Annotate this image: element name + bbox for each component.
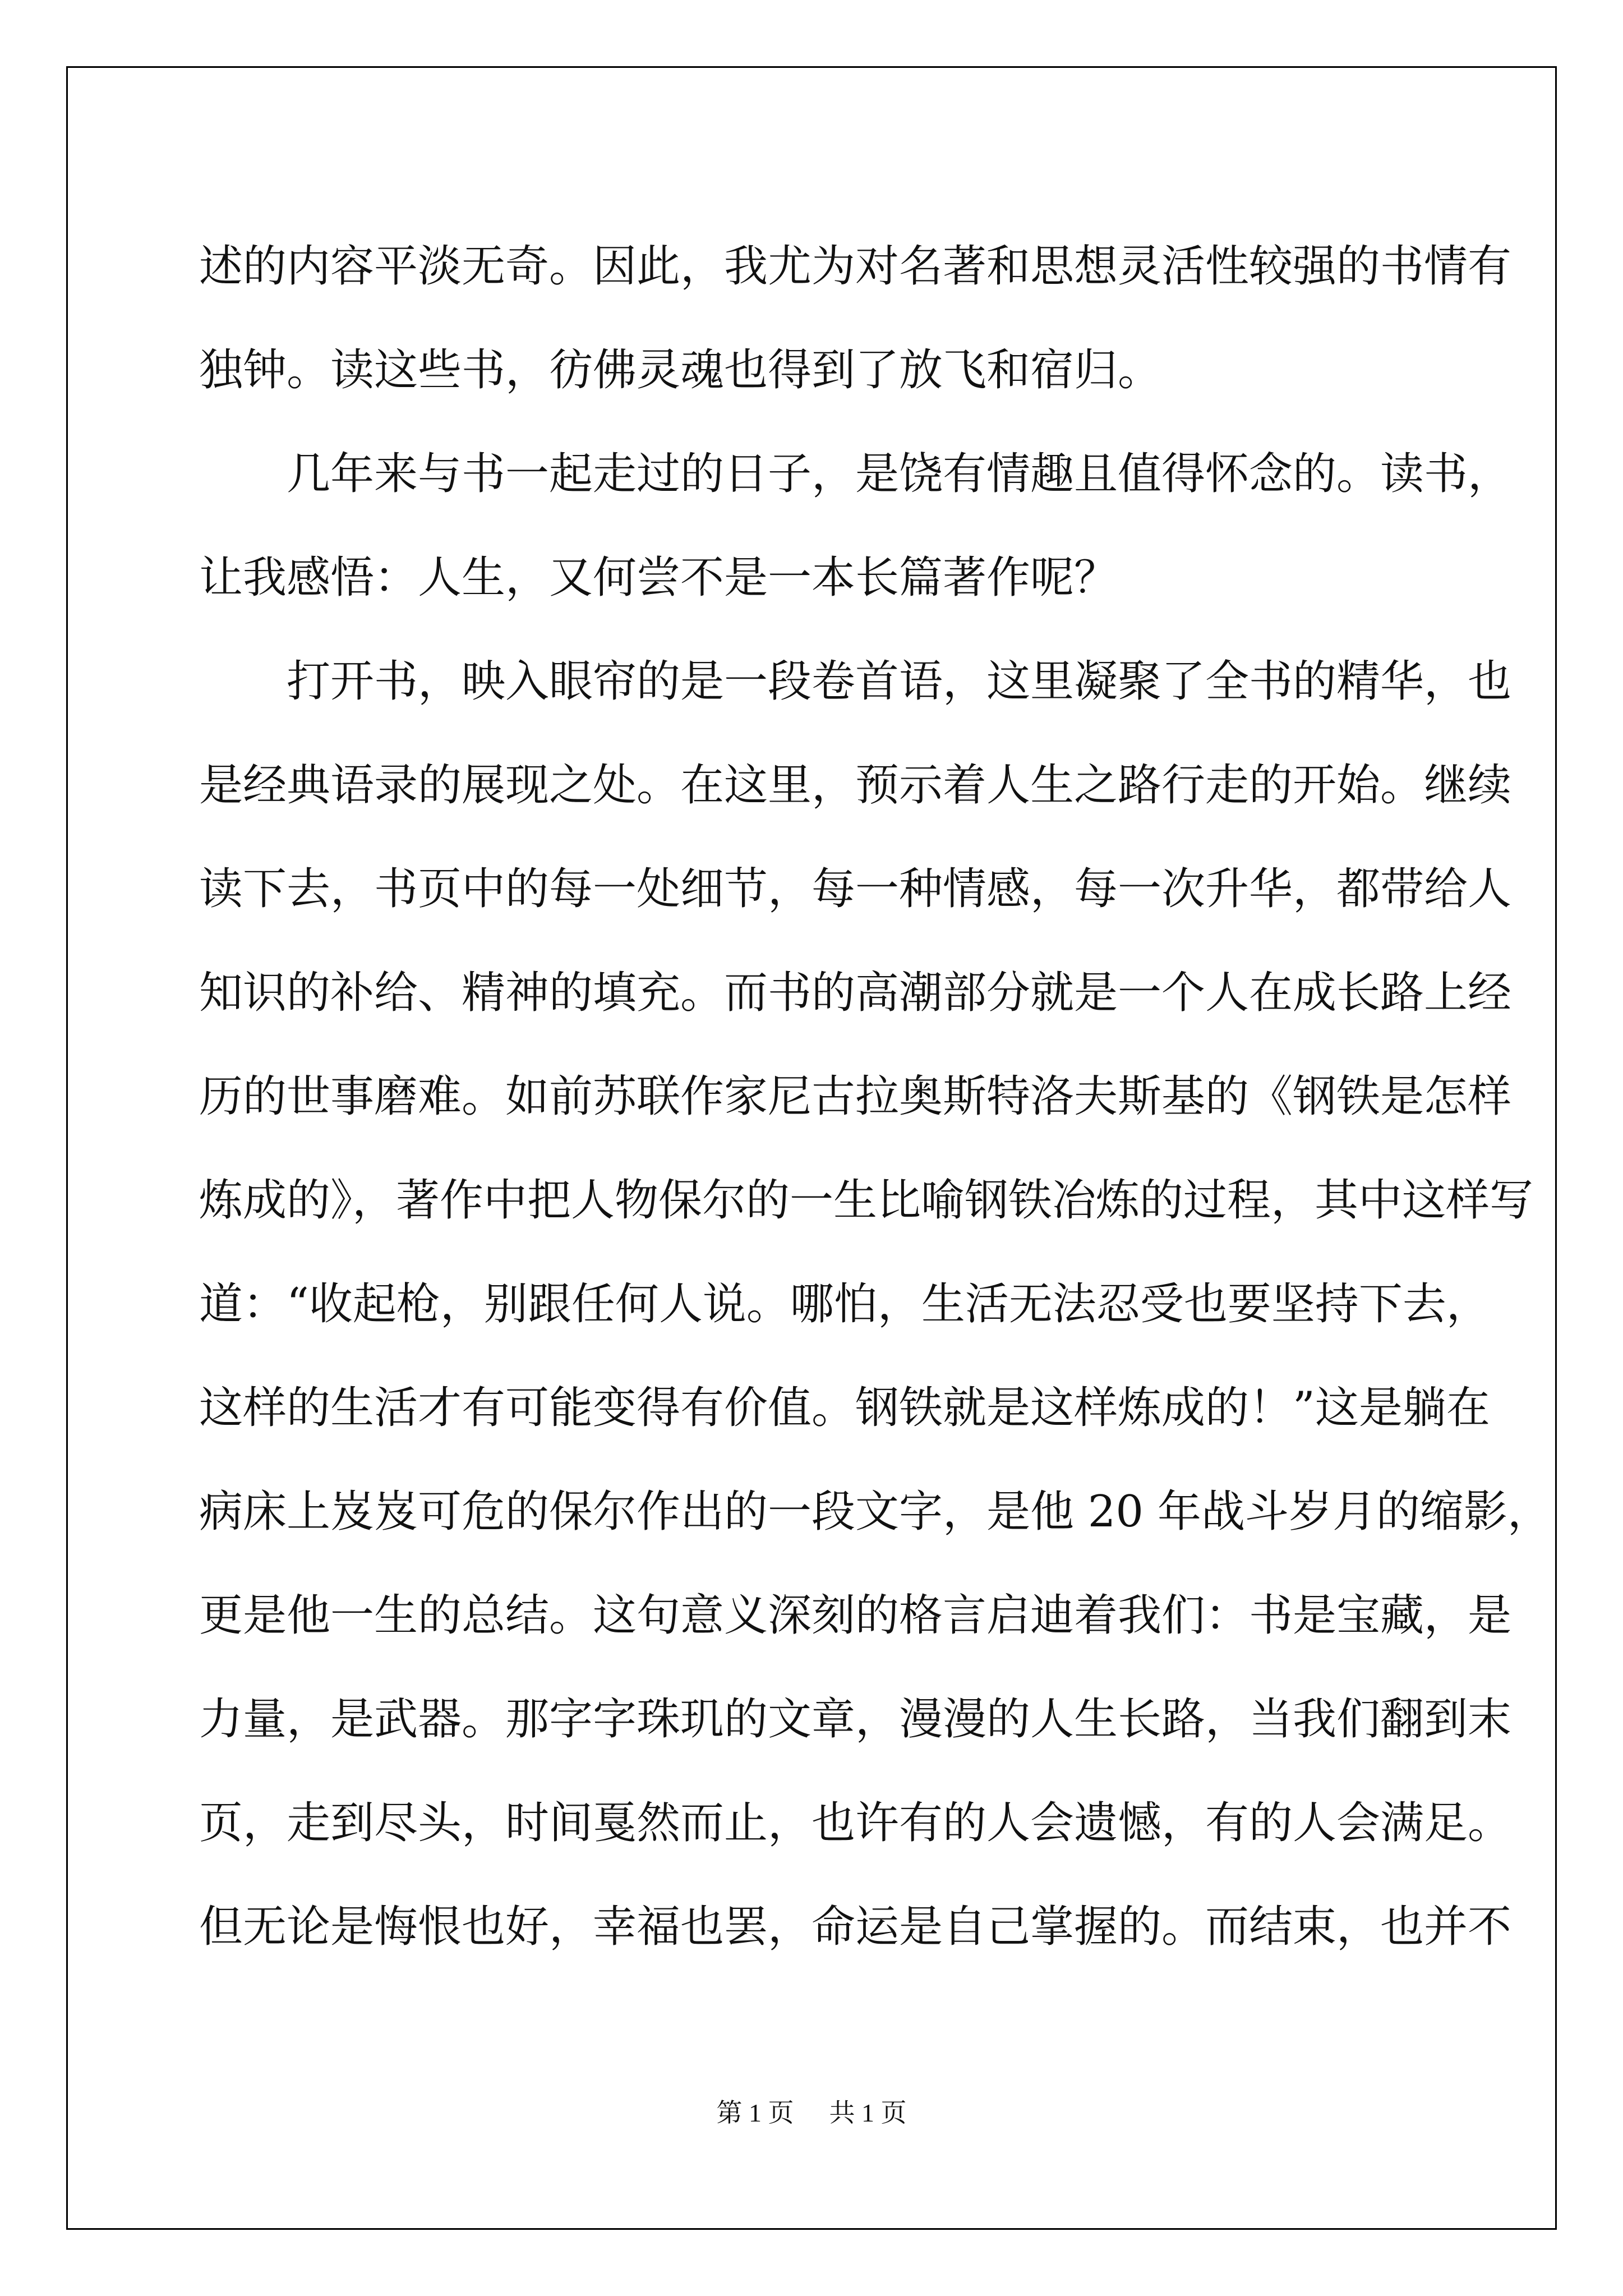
paragraph-1 — [199, 215, 1512, 422]
text-line: 页，走到尽头，时间戛然而止，也许有的人会遗憾，有的人会满足。 — [199, 1798, 1512, 1848]
text-line: 历的世事磨难。如前苏联作家尼古拉奥斯特洛夫斯基的《钢铁是怎样 — [199, 1071, 1512, 1122]
text-line: 独钟。读这些书，彷佛灵魂也得到了放飞和宿归。 — [199, 345, 1162, 395]
text-line: 述的内容平淡无奇。因此，我尤为对名著和思想灵活性较强的书情有 — [199, 241, 1512, 292]
text-line: 力量，是武器。那字字珠玑的文章，漫漫的人生长路，当我们翻到末 — [199, 1694, 1512, 1745]
paragraph-2 — [199, 422, 1512, 630]
text-line: 是经典语录的展现之处。在这里，预示着人生之路行走的开始。继续 — [199, 760, 1512, 811]
text-line: 几年来与书一起走过的日子，是饶有情趣且值得怀念的。读书， — [287, 449, 1512, 499]
text-line: 读下去，书页中的每一处细节，每一种情感，每一次升华，都带给人 — [199, 864, 1512, 914]
text-line: 这样的生活才有可能变得有价值。钢铁就是这样炼成的！”这是躺在 — [199, 1383, 1490, 1433]
page-total: 共 1 页 — [829, 2099, 907, 2127]
text-line: 让我感悟：人生，又何尝不是一本长篇著作呢？ — [199, 553, 1118, 603]
document-body — [199, 215, 1551, 1979]
text-line: 更是他一生的总结。这句意义深刻的格言启迪着我们：书是宝藏，是 — [199, 1590, 1512, 1641]
text-line: 知识的补给、精神的填充。而书的高潮部分就是一个人在成长路上经 — [199, 968, 1512, 1018]
text-line: 炼成的》，著作中把人物保尔的一生比喻钢铁冶炼的过程，其中这样写 — [199, 1175, 1534, 1226]
text-line: 病床上岌岌可危的保尔作出的一段文字，是他 20 年战斗岁月的缩影， — [199, 1487, 1551, 1537]
text-line: 但无论是悔恨也好，幸福也罢，命运是自己掌握的。而结束，也并不 — [199, 1902, 1512, 1952]
page-footer — [0, 2092, 1623, 2129]
paragraph-3 — [199, 630, 1551, 1979]
text-line: 打开书，映入眼帘的是一段卷首语，这里凝聚了全书的精华，也 — [287, 656, 1512, 707]
text-line: 道：“收起枪，别跟任何人说。哪怕，生活无法忍受也要坚持下去， — [199, 1279, 1490, 1329]
page-number: 第 1 页 — [716, 2099, 794, 2127]
